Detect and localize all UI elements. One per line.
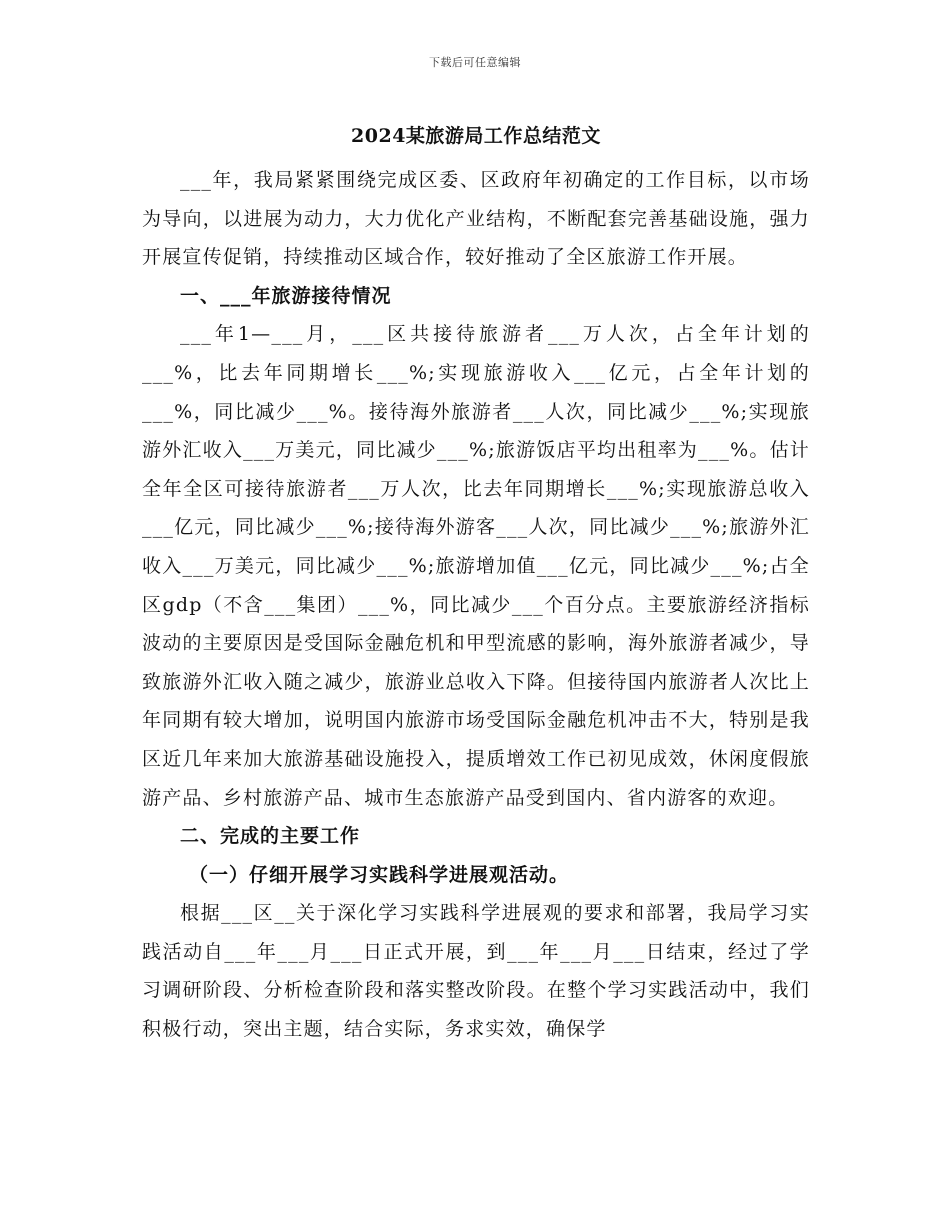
document-title: 2024某旅游局工作总结范文 (351, 125, 601, 147)
section-1-heading: 一、___年旅游接待情况 (180, 284, 392, 307)
subsection-1-heading: （一）仔细开展学习实践科学进展观活动。 (189, 863, 570, 886)
page-header-note: 下载后可任意编辑 (429, 56, 521, 69)
section-1-paragraph: ___年1—___月，___区共接待旅游者___万人次，占全年计划的___%，比去年同期增长___%;实现旅游收入___亿元，占全年计划的___%，同比减少___%。接待海外旅游者___人次，同比减少___%;实现旅游外汇收入___万美元，同比减少___%;旅游饭店平均出租率为___%。估计全年全区可接待旅游者___万人次，比去年同期增长___%;实现旅游总收入___亿元，同比减少___%;接待海外游客___人次，同比减少___%;旅游外汇收入___万美元，同比减少___%;旅游增加值___亿元，同比减少___%;占全区gdp（不含___集团）___%，同比减少___个百分点。主要旅游经济指标波动的主要原因是受国际金融危机和甲型流感的影响，海外旅游者减少，导致旅游外汇收入随之减少，旅游业总收入下降。但接待国内旅游者人次比上年同期有较大增加，说明国内旅游市场受国际金融危机冲击不大，特别是我区近几年来加大旅游基础设施投入，提质增效工作已初见成效，休闲度假旅游产品、乡村旅游产品、城市生态旅游产品受到国内、省内游客的欢迎。 (142, 323, 810, 809)
section-2-heading: 二、完成的主要工作 (180, 825, 361, 848)
intro-paragraph: ___年，我局紧紧围绕完成区委、区政府年初确定的工作目标，以市场为导向，以进展为动力，大力优化产业结构，不断配套完善基础设施，强力开展宣传促销，持续推动区域合作，较好推动了全区旅游工作开展。 (142, 169, 810, 269)
subsection-1-paragraph: 根据___区__关于深化学习实践科学进展观的要求和部署，我局学习实践活动自___年___月___日正式开展，到___年___月___日结束，经过了学习调研阶段、分析检查阶段和落实整改阶段。在整个学习实践活动中，我们积极行动，突出主题，结合实际，务求实效，确保学 (142, 902, 810, 1041)
document-body (142, 118, 810, 1049)
